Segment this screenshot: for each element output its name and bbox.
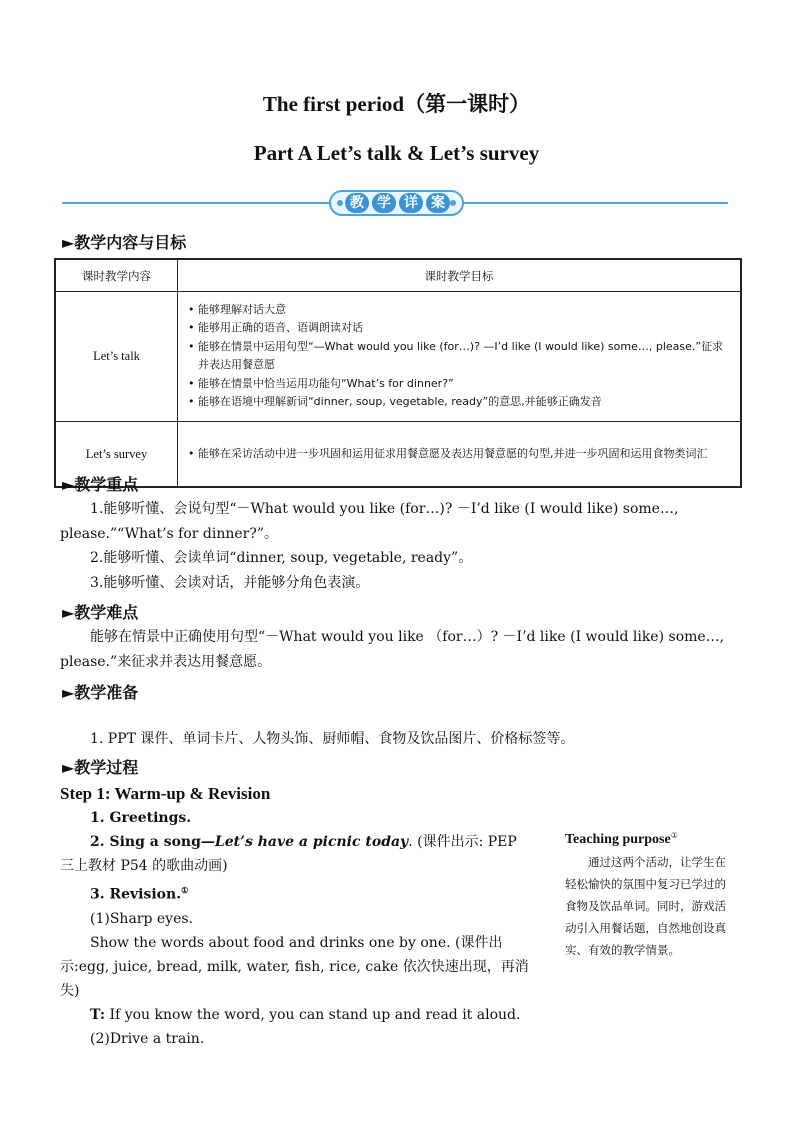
- difficulty-text: 能够在情景中正确使用句型“－What would you like （for…）? －I’d like (I would like) some…, please.”来征求并表达用餐意愿。: [60, 629, 725, 670]
- table-cell-label: Let’s talk: [55, 292, 178, 422]
- goal-item: • 能够理解对话大意: [188, 302, 286, 316]
- teacher-label: T:: [90, 1006, 106, 1023]
- table-cell-label: Let’s survey: [55, 422, 178, 488]
- key-point: 1.能够听懂、会说句型“－What would you like (for…)? －I’d like (I would like) some…, please.”“What’s for dinner?”。: [60, 501, 679, 542]
- section-heading-content-goals: ►教学内容与目标: [62, 233, 187, 252]
- page-subtitle: Part A Let’s talk & Let’s survey: [253, 141, 540, 165]
- note-heading: [565, 825, 735, 851]
- goal-item: • 能够在采访活动中进一步巩固和运用征求用餐意愿及表达用餐意愿的句型,并进一步巩固和运用食物类词汇: [188, 446, 708, 460]
- teacher-line: [60, 1003, 534, 1027]
- banner-dot-icon: [337, 200, 343, 206]
- table-header-content: 课时教学内容: [55, 259, 178, 292]
- key-point: 2.能够听懂、会读单词“dinner, soup, vegetable, ready”。: [90, 550, 473, 566]
- key-points: [60, 497, 734, 595]
- banner-char: 学: [372, 193, 396, 213]
- banner-char: 案: [426, 193, 450, 213]
- goals-table: [54, 258, 742, 488]
- revision-label: 3. Revision.: [90, 886, 182, 903]
- preparation-text: 1. PPT 课件、单词卡片、人物头饰、厨师帽、食物及饮品图片、价格标签等。: [90, 731, 575, 747]
- banner-char: 教: [345, 193, 369, 213]
- banner-divider-right: [463, 202, 728, 204]
- note-text: 通过这两个活动，让学生在轻松愉快的氛围中复习已学过的食物及饮品单词。同时，游戏活动引入用餐话题，自然地创设真实、有效的教学情景。: [565, 854, 726, 957]
- banner-dot-icon: [450, 200, 456, 206]
- section-banner: [329, 190, 464, 216]
- table-row: [55, 292, 741, 422]
- step-heading: Step 1: Warm-up & Revision: [60, 784, 271, 803]
- section-heading-process: ►教学过程: [62, 758, 139, 777]
- teacher-text: If you know the word, you can stand up and read it aloud.: [105, 1006, 521, 1023]
- page-title: The first period（第一课时）: [262, 92, 531, 116]
- goal-item: • 能够在情景中恰当运用功能句“What’s for dinner?”: [188, 376, 454, 390]
- drive-train-line: (2)Drive a train.: [90, 1030, 205, 1047]
- banner-divider-left: [62, 202, 330, 204]
- song-line: [60, 830, 534, 878]
- note-heading-text: Teaching purpose: [565, 831, 671, 847]
- goal-item: • 能够用正确的语音、语调朗读对话: [188, 321, 363, 334]
- song-label: 2. Sing a song—: [90, 834, 215, 850]
- footnote-mark: ①: [670, 831, 678, 840]
- show-words-line: Show the words about food and drinks one by one. (课件出示:egg, juice, bread, milk, water, fish, rice, cake 依次快速出现，再消失): [60, 934, 529, 999]
- section-heading-preparation: ►教学准备: [62, 683, 139, 702]
- greetings-line: 1. Greetings.: [90, 810, 192, 826]
- table-header-goals: 课时教学目标: [178, 259, 742, 292]
- table-cell-goals: [178, 292, 742, 422]
- section-heading-difficulty: ►教学难点: [62, 603, 139, 622]
- song-note: . (课件出示: PEP 三上教材 P54 的歌曲动画): [60, 834, 517, 874]
- teaching-purpose-note: [565, 825, 735, 961]
- sharp-eyes-line: (1)Sharp eyes.: [90, 910, 194, 927]
- section-heading-key-points: ►教学重点: [62, 475, 139, 494]
- goal-item: • 能够在语境中理解新词“dinner, soup, vegetable, ready”的意思,并能够正确发音: [188, 395, 602, 408]
- banner-char: 详: [399, 193, 423, 213]
- table-row: [55, 422, 741, 488]
- goal-item: • 能够在情景中运用句型“—What would you like (for…)? —I’d like (I would like) some…, please.”征求并表达用餐意愿: [188, 339, 724, 371]
- key-point: 3.能够听懂、会读对话，并能够分角色表演。: [90, 574, 370, 591]
- table-cell-goals: [178, 422, 742, 488]
- revision-line: [60, 878, 534, 907]
- footnote-mark: ①: [181, 885, 189, 895]
- song-title: Let’s have a picnic today: [214, 834, 409, 850]
- process-body: [60, 806, 534, 1051]
